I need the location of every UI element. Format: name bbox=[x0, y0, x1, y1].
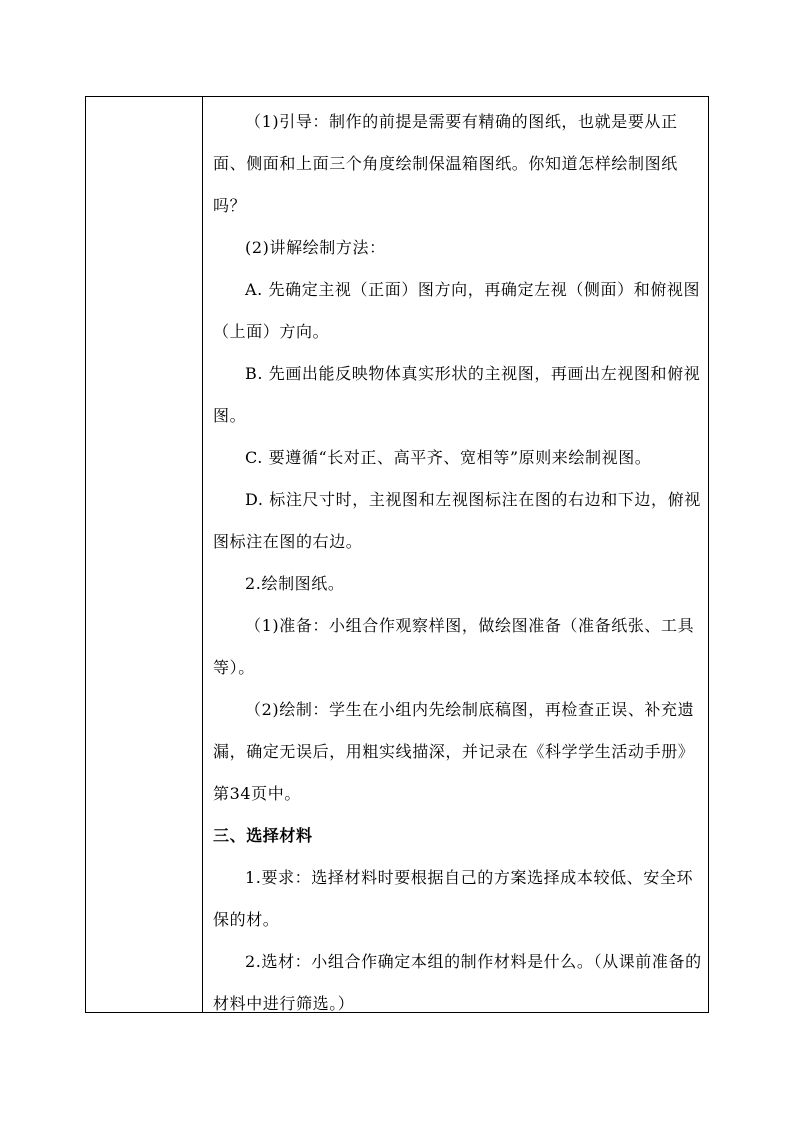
content-cell bbox=[203, 97, 708, 1012]
lesson-table bbox=[85, 96, 709, 1013]
left-column-cell bbox=[86, 97, 203, 1012]
section-heading-materials: 三、选择材料 bbox=[213, 826, 313, 845]
paragraph-method-b: B. 先画出能反映物体真实形状的主视图，再画出左视图和俯视图。 bbox=[213, 364, 701, 425]
paragraph-method-c: C. 要遵循“长对正、高平齐、宽相等”原则来绘制视图。 bbox=[245, 448, 652, 467]
paragraph-draw: （2)绘制：学生在小组内先绘制底稿图，再检查正误、补充遗漏，确定无误后，用粗实线描深，并记录在《科学学生活动手册》第34页中。 bbox=[213, 700, 695, 803]
paragraph-guide: （1)引导：制作的前提是需要有精确的图纸，也就是要从正面、侧面和上面三个角度绘制保温箱图纸。你知道怎样绘制图纸吗？ bbox=[213, 112, 678, 215]
paragraph-draw-title: 2.绘制图纸。 bbox=[245, 574, 345, 593]
paragraph-method-a: A. 先确定主视（正面）图方向，再确定左视（侧面）和俯视图（上面）方向。 bbox=[213, 280, 701, 341]
paragraph-method-d: D. 标注尺寸时，主视图和左视图标注在图的右边和下边，俯视图标注在图的右边。 bbox=[213, 490, 701, 551]
paragraph-method-title: (2)讲解绘制方法： bbox=[245, 238, 386, 257]
paragraph-requirements: 1.要求：选择材料时要根据自己的方案选择成本较低、安全环保的材。 bbox=[213, 868, 694, 929]
paragraph-select-materials: 2.选材：小组合作确定本组的制作材料是什么。（从课前准备的材料中进行筛选。） bbox=[213, 952, 702, 1013]
paragraph-prepare: （1)准备：小组合作观察样图，做绘图准备（准备纸张、工具等）。 bbox=[213, 616, 695, 677]
